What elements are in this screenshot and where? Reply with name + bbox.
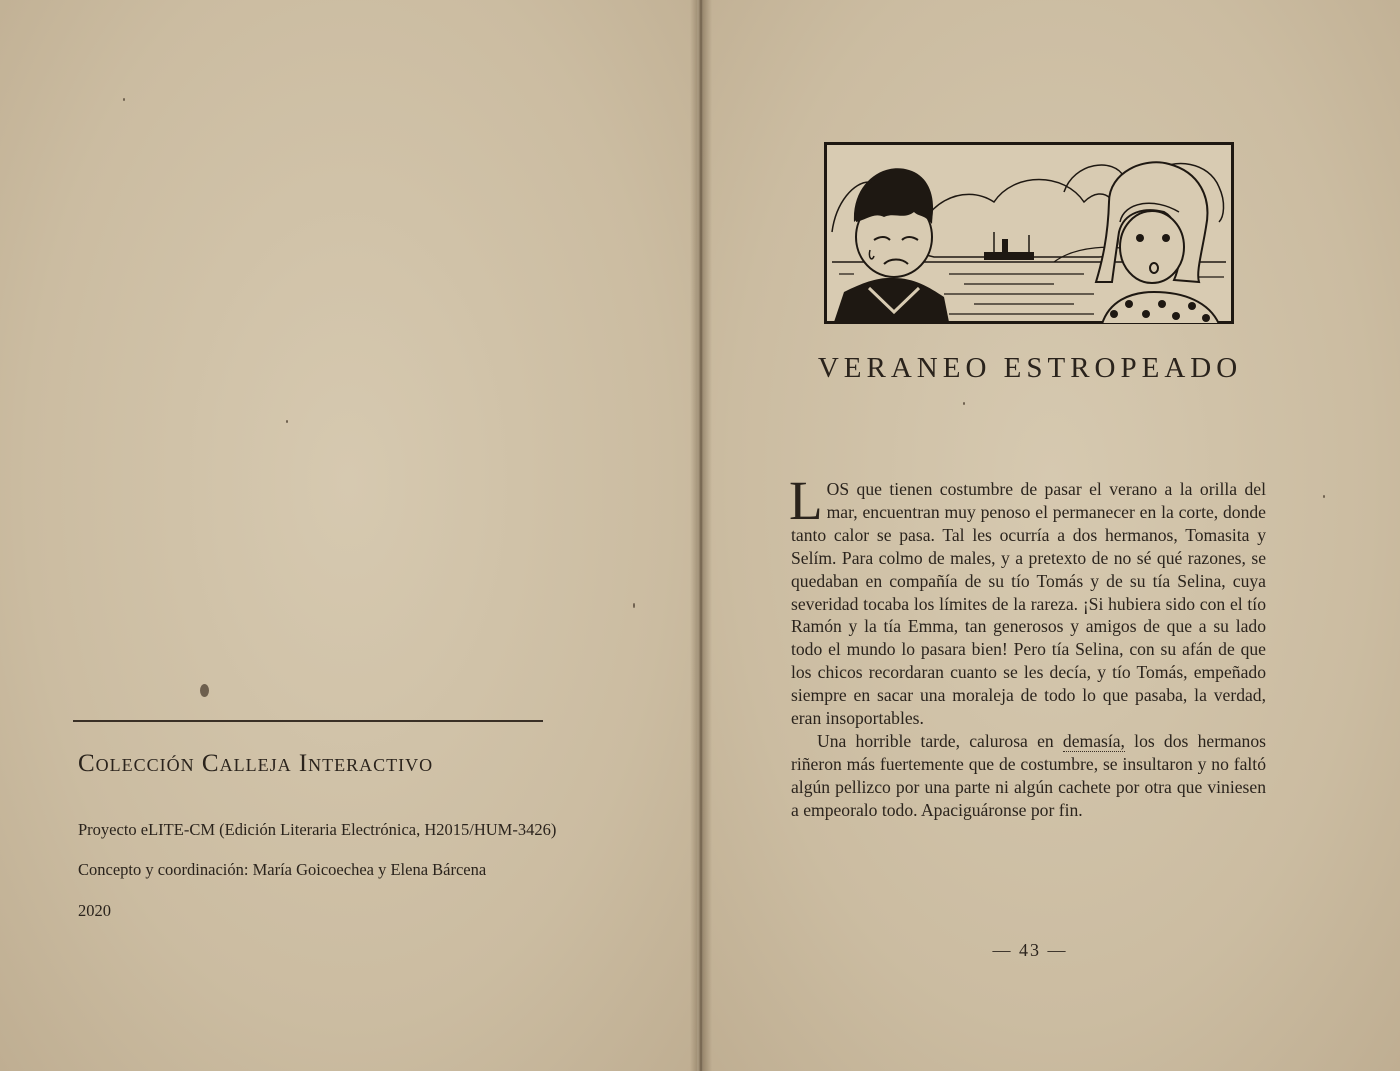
paper-speck [633,603,635,608]
project-line: Proyecto eLITE-CM (Edición Literaria Electrónica, H2015/HUM-3426) [78,820,557,839]
left-page [0,0,697,1071]
collection-title: Colección Calleja Interactivo [78,750,434,777]
story-body [789,470,1266,822]
credits-line: Concepto y coordinación: María Goicoechea y Elena Bárcena [78,860,487,879]
paragraph-text: OS que tienen costumbre de pasar el verano a la orilla del mar, encuentran muy penoso el permanecer en la corte, donde tanto calor se pasa. Tal les ocurría a dos hermanos, Tomasita y Selím. Para colmo de males, y a pretexto de no sé qué razones, se quedaban en compañía de su tío Tomás y de su tía Selina, cuya severidad tocaba los límites de la rareza. ¡Si hubiera sido con el tío Ramón y la tía Emma, tan generosos y amigos de que a su lado todo el mundo lo pasara bien! Pero tía Selina, con su afán de que los chicos recordaran cuanto se les decía, y tío Tomás, empeñado siempre en sacar una moraleja de todo lo que pasaba, la verdad, eran insoportables. [791,479,1266,729]
paper-speck [286,420,288,423]
story-paragraph [791,730,1266,822]
paragraph-text: Una horrible tarde, calurosa en [817,730,1063,751]
story-paragraph [789,470,1266,730]
paper-speck [1323,495,1325,498]
paper-speck [200,684,209,697]
page-number: — 43 — [992,940,1068,960]
drop-cap: L [789,470,823,531]
paragraph-text: los dos hermanos riñeron más fuertemente que de costumbre, se insultaron y no faltó algún pellizco por una parte ni algún cachete por otra que viniesen a empeoralo todo. Apaciguáronse por fin. [791,730,1266,820]
year-line: 2020 [78,901,111,920]
paper-speck [123,98,125,101]
story-title: VERANEO ESTROPEADO [817,352,1243,384]
glossary-link[interactable]: demasía, [1062,730,1125,751]
colophon-divider [73,720,543,722]
book-gutter [690,0,712,1071]
paper-speck [963,402,965,405]
crying-boy-and-girl-illustration-icon [824,142,1234,324]
